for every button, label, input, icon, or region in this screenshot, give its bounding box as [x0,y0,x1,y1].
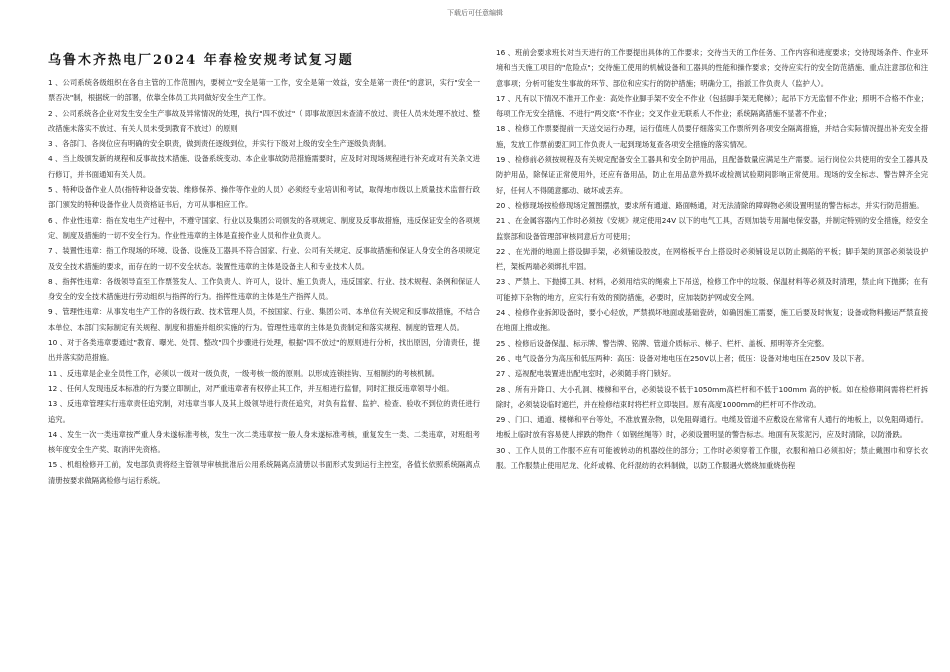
right-column [496,22,928,666]
list-item: 3 、各部门、各岗位应有明确的安全职责，做到责任逐级到位，并实行下级对上级的安全生产逐级负责制。 [48,139,391,149]
document-page [48,22,928,666]
list-item: 14 、发生一次一类违章按严重人身未遂标准考核，发生一次二类违章按一般人身未遂标准考核，重复发生一类、二类违章，对班组考核年度安全生产奖、取消评先资格。 [48,429,480,455]
list-item: 27 、巡视配电装置进出配电室时，必须随手将门锁好。 [496,369,676,379]
list-item: 16 、班前会要求班长对当天进行的工作要提出具体的工作要求；交待当天的工作任务、工作内容和进度要求；交待现场条件、作业环境和当天施工项目的"危险点"；交待施工使用的机械设备和工器具的性能和操作要求；交待应实行的安全防范措施、重点注意部位和注意事项；分析可能发生事故的环节、部位和应实行的防护措施；明确分工，指派工作负责人（监护人）。 [496,48,928,88]
list-item: 19 、检修前必须按规程及有关规定配备安全工器具和安全防护用品，且配备数量应满足生产需要。运行岗位公共使用的安全工器具及防护用品，除保证正常使用外，还应有备用品，防止在用品意外损坏或检测试验期间影响正常使用。现场的安全标志、警告牌齐全完好，任何人不得随意挪动、破坏或丢弃。 [496,155,928,195]
list-item: 5 、特种设备作业人员(指特种设备安装、维修保养、操作等作业的人员）必须经专业培训和考试，取得地市级以上质量技术监督行政部门颁发的特种设备作业人员资格证书后，方可从事相应工作。 [48,185,480,210]
list-item: 18 、检修工作票要提前一天送交运行办理，运行值班人员要仔细落实工作票所列各项安全隔离措施，并结合实际情况提出补充安全措施，发放工作票前要汇同工作负责人一起到现场复查各项安全措施的落实情况。 [496,124,928,149]
list-item: 29 、门口、通道、楼梯和平台等处，不准放置杂物，以免阻碍通行。电缆及管道不应敷设在常常有人通行的地板上，以免阻碍通行。地板上临时放有容易使人摔跌的物件（ 如钢丝绳等）时，必须设置明显的警告标志。地面有灰浆泥污，应及时清除，以防滑跌。 [496,415,928,440]
list-item: 21 、在金属容器内工作时必须按《安规》规定使用24V 以下的电气工具，否则加装专用漏电保安器，并制定特别的安全措施，经安全监察部和设备管理部审核同意后方可使用； [496,216,928,241]
list-item: 1 、公司系统各级组织在各自主管的工作范围内，要树立"安全是第一工作，安全是第一效益，安全是第一责任"的意识，实行"安全一票否决"制，根据统一的部署，依靠全体员工共同做好安全生产工作。 [48,78,480,103]
list-item: 15 、机组检修开工前，发电部负责将经主管领导审核批准后公用系统隔离点清册以书面形式发到运行主控室，各值长依照系统隔离点清册按要求做隔离检修与运行系统。 [48,460,480,485]
left-column [48,22,480,666]
list-item: 25 、检修后设备保温、标示牌、警告牌、铭牌、管道介质标示、梯子、栏杆、盖板、照明等齐全完整。 [496,338,829,348]
list-item: 2 、公司系统各企业对发生安全生产事故及异常情况的处理，执行"四不放过"（ 即事故原因未查清不放过、责任人员未处理不放过、整改措施未落实不放过、有关人员未受到教育不放过）的原则 [48,108,480,133]
list-item: 4 、当上级颁发新的规程和反事故技术措施、设备系统变动、本企业事故防范措施需要时，应及时对现场规程进行补充或对有关条文进行修订，并书面通知有关人员。 [48,154,480,179]
list-item: 8 、指挥性违章：各级领导直至工作票签发人、工作负责人、许可人，设计、施工负责人，违反国家、行业、技术规程、条例和保证人身安全的安全技术措施进行劳动组织与指挥的行为。指挥性违章的主体是生产指挥人员。 [48,276,480,302]
list-item: 30 、工作人员的工作服不应有可能被转动的机器绞住的部分；工作时必须穿着工作服，衣服和袖口必须扣好；禁止戴围巾和穿长衣服。工作服禁止使用尼龙、化纤或棉、化纤混纺的衣料制做，以防工作服遇火燃烧加重烧伤程 [496,445,928,471]
list-item: 11 、反违章是企业全员性工作，必须以一级对一级负责，一级考核一级的原则。以形成连锁挂钩、互相制约的考核机制。 [48,368,440,378]
list-item: 10 、对于各类违章要通过"教育、曝光、处罚、整改"四个步骤进行处理，根据"四不放过"的原则进行分析，找出原因，分清责任，提出并落实防范措施。 [48,338,480,363]
list-item: 7 、装置性违章：指工作现场的环境、设备、设施及工器具不符合国家、行业、公司有关规定、反事故措施和保证人身安全的各项规定及安全技术措施的要求，而存在的一切不安全状态。装置性违章的主体是设备主人和专业技术人员。 [48,246,480,271]
list-item: 13 、反违章管理实行违章责任追究制，对违章当事人及其上级领导进行责任追究，对负有监督、监护、检查、验收不到位的责任进行追究。 [48,399,480,424]
document-title: 乌鲁木齐热电厂2024 年春检安规考试复习题 [48,53,354,68]
list-item: 9 、管理性违章：从事发电生产工作的各级行政、技术管理人员，不按国家、行业、集团公司、本单位有关规定和反事故措施，不结合本单位、本部门实际制定有关规程、制度和措施并组织实施的行为。管理性违章的主体是负责制定和落实规程、制度的管理人员。 [48,307,480,332]
list-item: 28 、所有升降口、大小孔洞、楼梯和平台，必须装设不低于1050mm高栏杆和不低于100mm 高的护板。如在检修期间需将栏杆拆除时，必须装设临时遮拦，并在检修结束时将栏杆立即装回。原有高度1000mm的栏杆可不作改动。 [496,384,928,409]
list-item: 20 、检修现场按检修现场定置图摆放，要求所有通道、路面畅通，对无法清除的障碍物必须设置明显的警告标志，并实行防范措施。 [496,200,924,210]
list-item: 17 、凡有以下情况不准开工作业：高处作业脚手架不安全不作业（包括脚手架无爬梯）；起吊下方无监督不作业；照明不合格不作业；每项工作无安全措施、不进行"两交底"不作业；交叉作业无联系人不作业；系统隔离措施不显著不作业； [496,93,928,119]
list-item: 24 、检修作业拆卸设备时，要小心轻放，严禁损坏地面或基础瓷砖，如确因施工需要，施工后要及时恢复；设备或物料搬运严禁直接在地面上推或拖。 [496,308,928,333]
list-item: 22 、在光滑的地面上搭设脚手架，必须铺设胶皮，在网格板平台上搭设时必须铺设足以防止揭陷的平板；脚手架的顶部必须装设护栏，架板两端必须绑扎牢固。 [496,246,928,272]
list-item: 26 、电气设备分为高压和低压两种：高压：设备对地电压在250V以上者；低压：设备对地电压在250V 及以下者。 [496,353,869,363]
list-item: 6 、作业性违章：指在发电生产过程中，不遵守国家、行业以及集团公司颁发的各项规定、制度及反事故措施，违反保证安全的各项规定、制度及措施的一切不安全行为。作业性违章的主体是直接作业人员和作业负责人。 [48,215,480,240]
list-item: 12 、任何人发现违反本标准的行为要立即制止，对严重违章者有权停止其工作，并互相进行监督，同时汇报反违章领导小组。 [48,383,454,393]
header-note: 下载后可任意编辑 [447,9,503,17]
list-item: 23 、严禁上、下抛掷工具、材料，必须用结实的绳索上下吊送，检修工作中的垃圾、保温材料等必须及时清理，禁止向下抛掷；在有可能掉下杂物的地方，应实行有效的预防措施，必要时，应加装防护网或安全网。 [496,277,928,302]
